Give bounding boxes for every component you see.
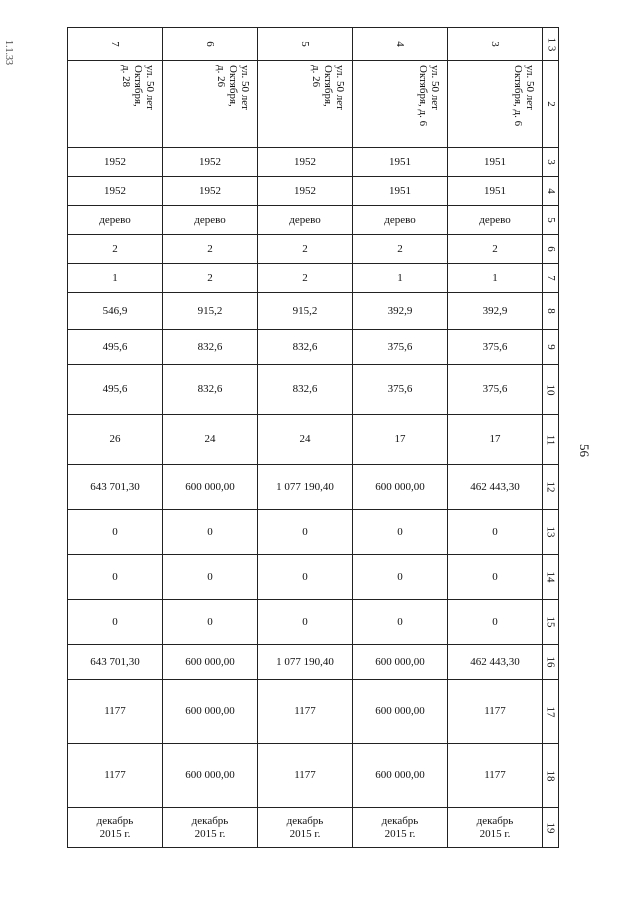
- page-marker: 1.1.33: [3, 40, 14, 65]
- table-cell: [68, 465, 163, 510]
- cell-value: 1951: [484, 184, 506, 197]
- cell-value: 1 077 190,40: [276, 655, 334, 668]
- table-cell: [448, 365, 543, 415]
- table-cell: [163, 293, 258, 330]
- row-label: 14: [544, 571, 557, 583]
- column-number: 4: [394, 41, 406, 47]
- row-label-cell: [543, 510, 559, 555]
- cell-value: 0: [397, 525, 403, 538]
- table-cell: [163, 206, 258, 235]
- cell-value: 832,6: [292, 383, 318, 395]
- cell-value: 375,6: [482, 340, 508, 353]
- table-row: [68, 330, 559, 365]
- cell-value: 1952: [294, 155, 316, 168]
- cell-value: 600 000,00: [185, 655, 235, 668]
- table-row: [68, 415, 559, 465]
- address-cell: [448, 61, 543, 148]
- table-cell: [448, 465, 543, 510]
- cell-value: 392,9: [482, 304, 508, 317]
- table-cell: [448, 264, 543, 293]
- cell-value: 375,6: [482, 383, 508, 395]
- cell-value: 0: [302, 570, 308, 583]
- cell-value: 1177: [294, 769, 316, 781]
- cell-value: 832,6: [292, 340, 318, 353]
- table-cell: [448, 148, 543, 177]
- cell-value: 2: [492, 242, 498, 255]
- table-cell: [163, 415, 258, 465]
- cell-value: 24: [299, 433, 311, 445]
- data-table: [67, 27, 559, 848]
- row-label-cell: [543, 600, 559, 645]
- table-cell: [258, 235, 353, 264]
- cell-value: 600 000,00: [375, 655, 425, 668]
- cell-value: 915,2: [292, 304, 318, 317]
- row-label: 5: [544, 217, 557, 223]
- table-cell: [353, 645, 448, 680]
- column-number: 5: [299, 41, 311, 47]
- table-cell: [353, 235, 448, 264]
- table-cell: [68, 330, 163, 365]
- table-cell: [163, 680, 258, 744]
- row-label-cell: [543, 177, 559, 206]
- table-cell: [353, 555, 448, 600]
- table-cell: [163, 600, 258, 645]
- table-row: [68, 645, 559, 680]
- cell-value: 1951: [389, 155, 411, 168]
- cell-value: дерево: [194, 213, 226, 226]
- address-row: [68, 61, 559, 148]
- row-label: 3: [544, 159, 557, 165]
- row-label-cell: [543, 744, 559, 808]
- cell-value: 600 000,00: [375, 705, 425, 717]
- table-cell: [163, 744, 258, 808]
- table-cell: [68, 415, 163, 465]
- cell-value: 462 443,30: [470, 655, 520, 668]
- table-cell: [68, 600, 163, 645]
- table-cell: [163, 808, 258, 848]
- table-cell: [353, 206, 448, 235]
- cell-value: 1952: [104, 155, 126, 168]
- table-cell: [258, 264, 353, 293]
- cell-value: 643 701,30: [90, 655, 140, 668]
- cell-value: декабрь 2015 г.: [96, 814, 134, 840]
- row-label-cell: [543, 28, 559, 61]
- row-label: 9: [544, 344, 557, 350]
- cell-value: 600 000,00: [375, 769, 425, 781]
- table-cell: [68, 744, 163, 808]
- cell-value: 832,6: [197, 383, 223, 395]
- table-row: [68, 365, 559, 415]
- table-cell: [258, 177, 353, 206]
- cell-value: 375,6: [387, 340, 413, 353]
- table-cell: [448, 744, 543, 808]
- cell-value: 1951: [389, 184, 411, 197]
- column-number-cell: [258, 28, 353, 61]
- row-label: 13: [544, 526, 557, 538]
- row-label-cell: [543, 206, 559, 235]
- row-label: 6: [544, 246, 557, 252]
- table-cell: [448, 293, 543, 330]
- cell-value: 1 077 190,40: [276, 480, 334, 493]
- table-cell: [258, 293, 353, 330]
- column-number-cell: [163, 28, 258, 61]
- row-label-cell: [543, 555, 559, 600]
- row-label: 12: [544, 481, 557, 493]
- cell-value: 0: [112, 570, 118, 583]
- table-row: [68, 555, 559, 600]
- cell-value: дерево: [384, 213, 416, 226]
- table-cell: [258, 555, 353, 600]
- table-row: [68, 293, 559, 330]
- cell-value: декабрь 2015 г.: [381, 814, 419, 840]
- table-cell: [163, 645, 258, 680]
- row-label: 16: [544, 656, 557, 668]
- cell-value: 0: [492, 570, 498, 583]
- address-text: ул. 50 лет Октября, д. 26: [215, 65, 251, 110]
- address-text: ул. 50 лет Октября, д. 28: [120, 65, 156, 110]
- column-number-cell: [353, 28, 448, 61]
- table-cell: [353, 264, 448, 293]
- cell-value: 0: [207, 615, 213, 628]
- cell-value: дерево: [99, 213, 131, 226]
- cell-value: 643 701,30: [90, 480, 140, 493]
- cell-value: 0: [397, 570, 403, 583]
- cell-value: 375,6: [387, 383, 413, 395]
- column-number: 6: [204, 41, 216, 47]
- table-cell: [258, 645, 353, 680]
- table-cell: [258, 365, 353, 415]
- table-cell: [448, 680, 543, 744]
- table-cell: [353, 293, 448, 330]
- table-cell: [68, 206, 163, 235]
- table-cell: [258, 206, 353, 235]
- cell-value: 600 000,00: [375, 480, 425, 493]
- cell-value: 17: [489, 433, 501, 445]
- table-row: [68, 808, 559, 848]
- cell-value: 1177: [484, 705, 506, 717]
- cell-value: 17: [394, 433, 406, 445]
- table-cell: [258, 148, 353, 177]
- cell-value: 0: [207, 525, 213, 538]
- table-cell: [258, 808, 353, 848]
- table-cell: [353, 510, 448, 555]
- row-label: 18: [544, 770, 557, 781]
- row-label-cell: [543, 330, 559, 365]
- table-cell: [448, 645, 543, 680]
- table-row: [68, 680, 559, 744]
- cell-value: 546,9: [102, 304, 128, 317]
- table-cell: [68, 148, 163, 177]
- cell-value: 600 000,00: [185, 480, 235, 493]
- table-cell: [68, 365, 163, 415]
- cell-value: 1: [492, 271, 498, 284]
- address-cell: [353, 61, 448, 148]
- table-row: [68, 148, 559, 177]
- cell-value: 0: [207, 570, 213, 583]
- table-cell: [353, 177, 448, 206]
- table-cell: [163, 264, 258, 293]
- address-cell: [163, 61, 258, 148]
- table-cell: [448, 555, 543, 600]
- table-row: [68, 235, 559, 264]
- table-row: [68, 600, 559, 645]
- row-label-cell: [543, 148, 559, 177]
- address-text: ул. 50 лет Октября, д. 26: [310, 65, 346, 110]
- cell-value: 462 443,30: [470, 480, 520, 493]
- cell-value: 1177: [294, 705, 316, 717]
- cell-value: 2: [207, 242, 213, 255]
- cell-value: 1952: [199, 184, 221, 197]
- table-cell: [68, 235, 163, 264]
- row-label-cell: [543, 808, 559, 848]
- cell-value: 0: [302, 525, 308, 538]
- cell-value: 1177: [104, 769, 126, 781]
- table-cell: [448, 235, 543, 264]
- table-cell: [163, 465, 258, 510]
- cell-value: 0: [492, 615, 498, 628]
- table-cell: [448, 177, 543, 206]
- cell-value: 1952: [199, 155, 221, 168]
- table-cell: [448, 808, 543, 848]
- table-row: [68, 264, 559, 293]
- table-cell: [353, 148, 448, 177]
- cell-value: дерево: [479, 213, 511, 226]
- cell-value: 832,6: [197, 340, 223, 353]
- table-row: [68, 177, 559, 206]
- table-cell: [353, 680, 448, 744]
- cell-value: 2: [302, 271, 308, 284]
- table-cell: [68, 645, 163, 680]
- cell-value: 1: [112, 271, 118, 284]
- cell-value: декабрь 2015 г.: [191, 814, 229, 840]
- cell-value: 2: [207, 271, 213, 284]
- table-row: [68, 510, 559, 555]
- column-number-cell: [448, 28, 543, 61]
- cell-value: 0: [397, 615, 403, 628]
- table-cell: [163, 555, 258, 600]
- cell-value: 0: [112, 615, 118, 628]
- table-cell: [448, 600, 543, 645]
- table-cell: [68, 808, 163, 848]
- table-cell: [353, 415, 448, 465]
- table-cell: [448, 415, 543, 465]
- row-label-cell: [543, 645, 559, 680]
- address-text: ул. 50 лет Октября, д. 6: [417, 65, 441, 127]
- column-number: 7: [109, 41, 121, 47]
- cell-value: 2: [112, 242, 118, 255]
- row-label: 11: [544, 434, 557, 445]
- table-cell: [258, 330, 353, 365]
- cell-value: 392,9: [387, 304, 413, 317]
- cell-value: 1952: [104, 184, 126, 197]
- row-label: 19: [544, 822, 557, 833]
- cell-value: 1: [397, 271, 403, 284]
- cell-value: 495,6: [102, 340, 128, 353]
- table-cell: [258, 465, 353, 510]
- table-cell: [258, 510, 353, 555]
- row-label: 15: [544, 616, 557, 628]
- table-cell: [68, 680, 163, 744]
- table-cell: [163, 177, 258, 206]
- cell-value: 0: [112, 525, 118, 538]
- page-number: 56: [577, 444, 592, 457]
- address-cell: [258, 61, 353, 148]
- table-cell: [68, 264, 163, 293]
- table-cell: [163, 148, 258, 177]
- cell-value: 1951: [484, 155, 506, 168]
- cell-value: 2: [302, 242, 308, 255]
- table-cell: [68, 177, 163, 206]
- cell-value: 1177: [484, 769, 506, 781]
- row-label-cell: [543, 365, 559, 415]
- table-cell: [258, 680, 353, 744]
- row-label-cell: [543, 415, 559, 465]
- row-label: 1 3: [545, 37, 557, 51]
- table-cell: [68, 555, 163, 600]
- cell-value: 24: [204, 433, 216, 445]
- cell-value: дерево: [289, 213, 321, 226]
- cell-value: 2: [397, 242, 403, 255]
- table-cell: [68, 293, 163, 330]
- table-cell: [163, 510, 258, 555]
- table-cell: [68, 510, 163, 555]
- cell-value: 600 000,00: [185, 769, 235, 781]
- row-label: 8: [544, 308, 557, 314]
- row-label-cell: [543, 680, 559, 744]
- table-cell: [353, 330, 448, 365]
- cell-value: декабрь 2015 г.: [286, 814, 324, 840]
- table-row: [68, 465, 559, 510]
- row-label-cell: [543, 235, 559, 264]
- table-cell: [448, 206, 543, 235]
- table-cell: [258, 744, 353, 808]
- cell-value: 1952: [294, 184, 316, 197]
- row-label-cell: [543, 465, 559, 510]
- table-cell: [163, 330, 258, 365]
- address-cell: [68, 61, 163, 148]
- table-cell: [353, 465, 448, 510]
- row-label-cell: [543, 264, 559, 293]
- cell-value: 0: [302, 615, 308, 628]
- table-cell: [353, 744, 448, 808]
- table-row: [68, 744, 559, 808]
- table-cell: [258, 415, 353, 465]
- row-label: 4: [544, 188, 557, 194]
- table-row: [68, 206, 559, 235]
- row-label: 10: [544, 384, 557, 395]
- cell-value: 495,6: [102, 383, 128, 395]
- row-label-cell: [543, 61, 559, 148]
- cell-value: 26: [109, 433, 121, 445]
- table-cell: [353, 600, 448, 645]
- row-label: 7: [544, 275, 557, 281]
- column-number-row: [68, 28, 559, 61]
- cell-value: 0: [492, 525, 498, 538]
- row-label-cell: [543, 293, 559, 330]
- cell-value: 1177: [104, 705, 126, 717]
- cell-value: декабрь 2015 г.: [476, 814, 514, 840]
- cell-value: 600 000,00: [185, 705, 235, 717]
- row-label: 2: [544, 101, 557, 107]
- table-cell: [448, 330, 543, 365]
- table-cell: [448, 510, 543, 555]
- address-text: ул. 50 лет Октября, д. 6: [512, 65, 536, 127]
- row-label: 17: [544, 706, 557, 717]
- table-cell: [258, 600, 353, 645]
- column-number: 3: [489, 41, 501, 47]
- cell-value: 915,2: [197, 304, 223, 317]
- table-cell: [353, 808, 448, 848]
- table-cell: [163, 365, 258, 415]
- table-cell: [353, 365, 448, 415]
- table-cell: [163, 235, 258, 264]
- column-number-cell: [68, 28, 163, 61]
